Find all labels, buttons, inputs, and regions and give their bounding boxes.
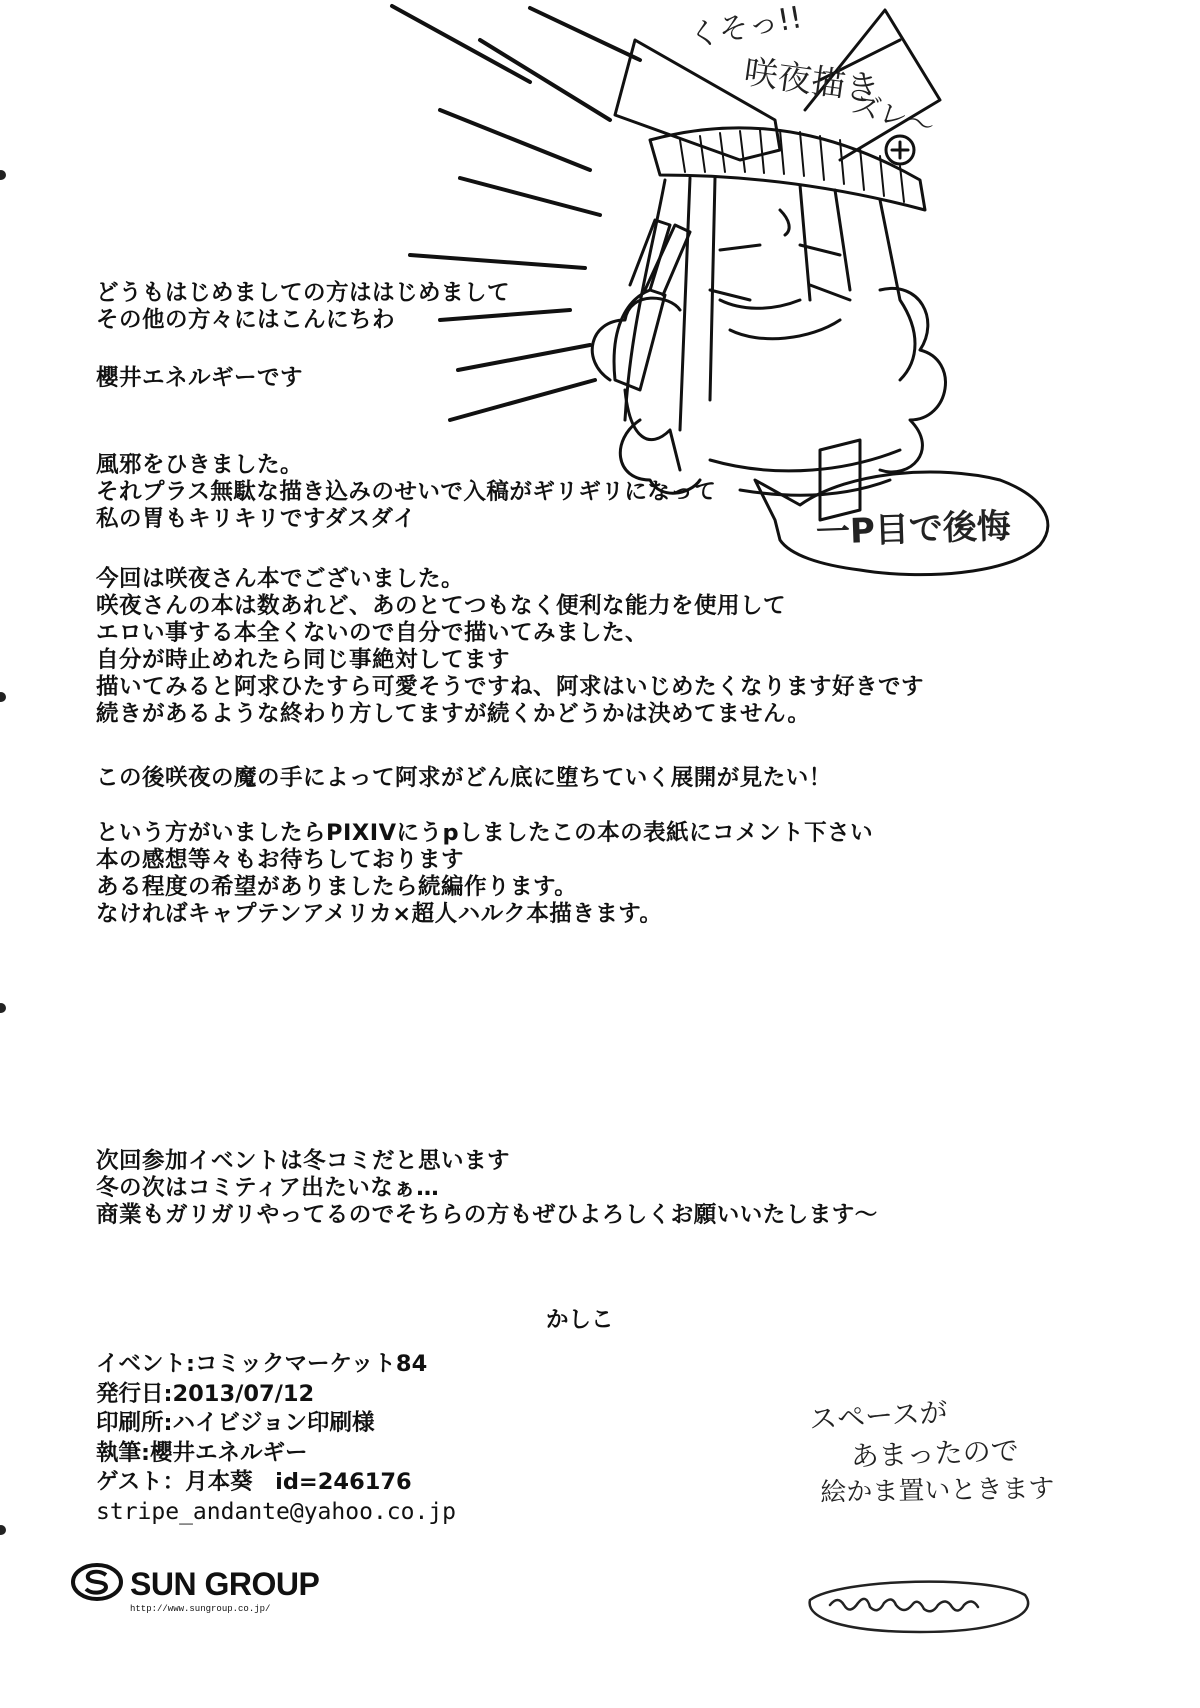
closing-signoff: かしこ	[546, 1307, 614, 1333]
text-line: という方がいましたらPIXIVにうpしましたこの本の表紙にコメント下さい	[96, 820, 874, 846]
hair	[625, 178, 915, 430]
text-line: なければキャプテンアメリカ×超人ハルク本描きます。	[96, 901, 663, 927]
face	[720, 300, 840, 339]
colophon-author: 執筆:櫻井エネルギー	[96, 1439, 308, 1466]
fur-collar	[592, 288, 945, 472]
text-line: 本の感想等々もお待ちしております	[96, 847, 465, 873]
shout-main: 咲夜描き	[741, 51, 882, 111]
text-line: その他の方々にはこんにちわ	[96, 307, 396, 333]
colophon	[96, 1350, 456, 1527]
cold-note-block	[96, 452, 716, 533]
text-line: 次回参加イベントは冬コミだと思います	[96, 1148, 511, 1174]
greeting-block	[96, 280, 510, 334]
colophon-event: イベント:コミックマーケット84	[96, 1351, 428, 1377]
shout-tail: ズレ〜	[848, 86, 939, 145]
author-intro	[96, 365, 303, 392]
text-line: 咲夜さんの本は数あれど、あのとてつもなく便利な能力を使用して	[96, 593, 787, 619]
sun-group-logo-mark	[70, 1562, 124, 1602]
text-line: 櫻井エネルギーです	[96, 365, 304, 391]
binding-hole	[0, 692, 6, 702]
text-line: 商業もガリガリやってるのでそちらの方もぜひよろしくお願いいたします〜	[96, 1202, 878, 1228]
text-line: 風邪をひきました。	[96, 452, 304, 478]
binding-hole	[0, 1003, 6, 1013]
logo-wordmark: SUN GROUP	[130, 1566, 320, 1602]
text-line: 冬の次はコミティア出たいなぁ…	[96, 1175, 440, 1201]
regret-bubble-text: 一P目で後悔	[815, 506, 1012, 553]
colophon-guest: ゲスト：月本葵 id=246176	[96, 1469, 412, 1495]
text-line: 自分が時止めれたら同じ事絶対してます	[96, 647, 511, 673]
text-line: エロい事する本全くないので自分で描いてみました、	[96, 620, 649, 646]
margin-note-line: スペースが	[808, 1395, 949, 1436]
scribble-doodle	[800, 1570, 1040, 1640]
table-edge	[710, 450, 900, 495]
colophon-date: 発行日:2013/07/12	[96, 1380, 315, 1407]
request-block	[96, 820, 873, 928]
text-line: 私の胃もキリキリですダスダイ	[96, 506, 416, 532]
text-line: 描いてみると阿求ひたすら可愛そうですね、阿求はいじめたくなります好きです	[96, 674, 925, 700]
text-line: 続きがあるような終わり方してますが続くかどうかは決めてません。	[96, 701, 811, 727]
sequel-wish	[96, 765, 832, 792]
binding-hole	[0, 170, 6, 180]
logo-url: http://www.sungroup.co.jp/	[130, 1604, 271, 1614]
next-event-block	[96, 1148, 878, 1229]
headband	[650, 128, 925, 210]
shout-top: くそっ!!	[686, 0, 805, 55]
text-line: ある程度の希望がありましたら続編作ります。	[96, 874, 578, 900]
text-line: どうもはじめましての方ははじめまして	[96, 280, 511, 306]
text-line: 今回は咲夜さん本でございました。	[96, 566, 465, 592]
colophon-printer: 印刷所:ハイビジョン印刷様	[96, 1410, 375, 1436]
binding-hole	[0, 1525, 6, 1535]
text-line: それプラス無駄な描き込みのせいで入稿がギリギリになって	[96, 479, 717, 505]
sun-group-logo	[70, 1560, 360, 1616]
text-line: この後咲夜の魔の手によって阿求がどん底に堕ちていく展開が見たい！	[96, 765, 832, 791]
book-notes-block	[96, 566, 924, 728]
margin-note-line: 絵かま置いときます	[820, 1473, 1055, 1508]
colophon-email: stripe_andante@yahoo.co.jp	[96, 1498, 457, 1525]
margin-note-line: あまったので	[850, 1434, 1020, 1473]
speed-lines	[392, 6, 640, 420]
